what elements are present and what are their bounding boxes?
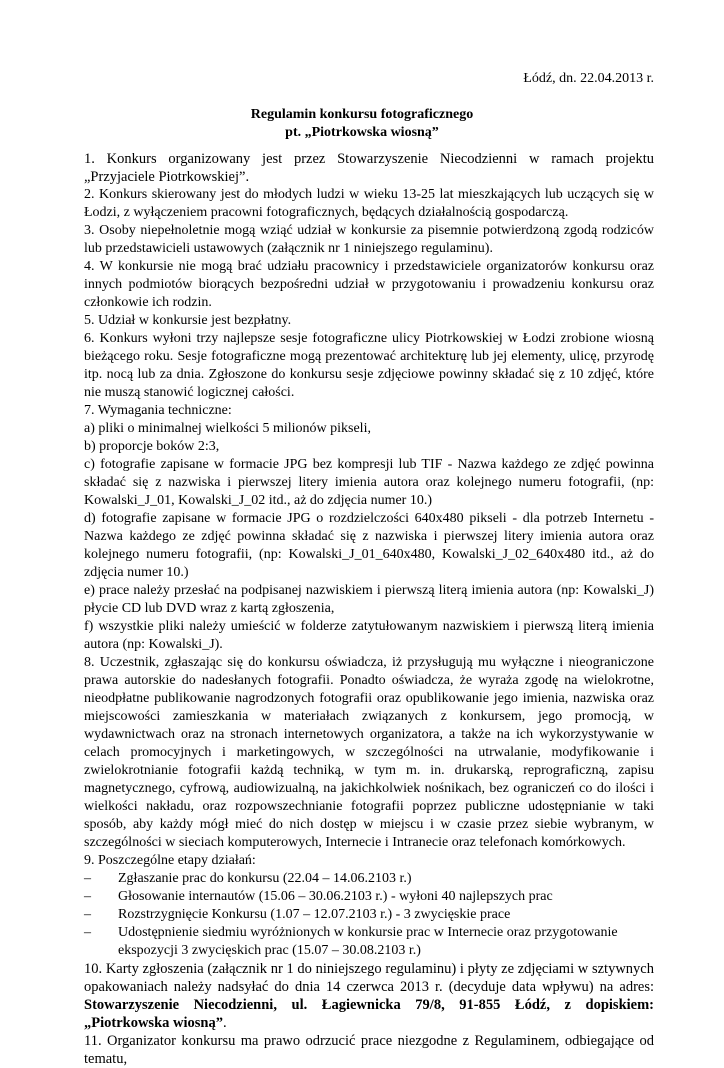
point-7-e: e) prace należy przesłać na podpisanej nazwiskiem i pierwszą literą imienia autora (np: Kowalski_J) płycie CD lub DVD wraz z kartą zgłoszenia,	[84, 583, 654, 616]
title-line-2: pt. „Piotrkowska wiosną”	[285, 125, 439, 140]
point-3: 3. Osoby niepełnoletnie mogą wziąć udział w konkursie za pisemnie potwierdzoną zgodą rodziców lub przedstawicieli ustawowych (załącznik nr 1 niniejszego regulaminu).	[84, 223, 654, 256]
point-7-c: c) fotografie zapisane w formacie JPG bez kompresji lub TIF - Nazwa każdego ze zdjęć powinna składać się z nazwiska i pierwszej litery imienia autora oraz kolejnego numeru fotografii, (np: Kowalski_J_01, Kowalski_J_02 itd., aż do zdjęcia numer 10.)	[84, 457, 654, 508]
point-7-intro: 7. Wymagania techniczne:	[84, 403, 232, 418]
point-7-f: f) wszystkie pliki należy umieścić w folderze zatytułowanym nazwiskiem i pierwszą literą imienia autora (np: Kowalski_J).	[84, 619, 654, 652]
dash-bullet: –	[84, 889, 91, 904]
point-2: 2. Konkurs skierowany jest do młodych ludzi w wieku 13-25 lat mieszkających lub uczących się w Łodzi, z wyłączeniem pracowni fotograficznych, będących działalnością gospodarczą.	[84, 187, 654, 220]
stage-item-text: Rozstrzygnięcie Konkursu (1.07 – 12.07.2103 r.) - 3 zwycięskie prace	[118, 907, 511, 922]
stage-item	[84, 906, 654, 924]
point-10-end: .	[222, 1015, 227, 1031]
point-1: 1. Konkurs organizowany jest przez Stowarzyszenie Niecodzienni w ramach projektu „Przyjaciele Piotrkowskiej”.	[84, 151, 654, 185]
point-4: 4. W konkursie nie mogą brać udziału pracownicy i przedstawiciele organizatorów konkursu oraz innych podmiotów biorących bezpośredni udział w przygotowaniu i prowadzeniu konkursu oraz członkowie ich rodzin.	[84, 259, 654, 310]
point-10	[84, 960, 654, 1032]
stage-item-text: Udostępnienie siedmiu wyróżnionych w konkursie prac w Internecie oraz przygotowanie ekspozycji 3 zwycięskich prac (15.07 – 30.08.2103 r.)	[118, 925, 618, 958]
point-7-b: b) proporcje boków 2:3,	[84, 439, 220, 454]
stage-item-text: Zgłaszanie prac do konkursu (22.04 – 14.06.2103 r.)	[118, 871, 412, 886]
stage-item	[84, 888, 654, 906]
regulations-body	[84, 150, 654, 1068]
dash-bullet: –	[84, 871, 91, 886]
point-7-a: a) pliki o minimalnej wielkości 5 milionów pikseli,	[84, 421, 371, 436]
point-11: 11. Organizator konkursu ma prawo odrzucić prace niezgodne z Regulaminem, odbiegające od tematu,	[84, 1033, 654, 1067]
point-6: 6. Konkurs wyłoni trzy najlepsze sesje fotograficzne ulicy Piotrkowskiej w Łodzi zrobione wiosną bieżącego roku. Sesje fotograficzne mogą prezentować architekturę lub jej elementy, ulicę, przyrodę itp. nocą lub za dnia. Zgłoszone do konkursu sesje zdjęciowe powinny składać się z 10 zdjęć, które nie muszą stanowić logicznej całości.	[84, 331, 654, 400]
title-line-1: Regulamin konkursu fotograficznego	[250, 107, 474, 122]
document-date: Łódź, dn. 22.04.2013 r.	[523, 71, 654, 86]
document-title	[0, 106, 724, 142]
point-5: 5. Udział w konkursie jest bezpłatny.	[84, 313, 292, 328]
dash-bullet: –	[84, 907, 91, 922]
point-8: 8. Uczestnik, zgłaszając się do konkursu oświadcza, iż przysługują mu wyłączne i nieograniczone prawa autorskie do nadesłanych fotografii. Ponadto oświadcza, że wyraża zgodę na wielokrotne, nieodpłatne publikowanie nagrodzonych fotografii oraz opublikowanie jego imienia, nazwiska oraz miejscowości zamieszkania w materiałach związanych z konkursem, jego promocją, w wydawnictwach oraz na stronach internetowych organizatora, a także na ich wykorzystywanie w celach promocyjnych i marketingowych, w szczególności na utrwalanie, modyfikowanie i zwielokrotnianie fotografii każdą techniką, w tym m. in. drukarską, reprograficzną, zapisu magnetycznego, cyfrową, audiowizualną, na jakichkolwiek nośnikach, bez ograniczeń co do ilości i wielkości nakładu, oraz rozpowszechnianie fotografii poprzez publiczne udostępnianie w taki sposób, aby każdy mógł mieć do nich dostęp w miejscu i w czasie przez siebie wybranym, w szczególności w sieciach komputerowych, Internecie i Intranecie oraz telefonach komórkowych.	[84, 655, 654, 850]
point-10-text: 10. Karty zgłoszenia (załącznik nr 1 do niniejszego regulaminu) i płyty ze zdjęciami w sztywnych opakowaniach należy nadsyłać do dnia 14 czerwca 2013 r. (decyduje data wpływu) na adres:	[84, 961, 654, 995]
stage-item	[84, 924, 654, 960]
dash-bullet: –	[84, 925, 91, 940]
point-7-d: d) fotografie zapisane w formacie JPG o rozdzielczości 640x480 pikseli - dla potrzeb Internetu - Nazwa każdego ze zdjęć powinna składać się z nazwiska i pierwszej litery imienia autora oraz kolejnego numeru fotografii, (np: Kowalski_J_01_640x480, Kowalski_J_02_640x480 itd., aż do zdjęcia numer 10.)	[84, 511, 654, 580]
mailing-address: Stowarzyszenie Niecodzienni, ul. Łagiewnicka 79/8, 91-855 Łódź, z dopiskiem: „Piotrkowska wiosną”	[84, 997, 654, 1031]
point-9-stages-list	[84, 870, 654, 960]
stage-item-text: Głosowanie internautów (15.06 – 30.06.2103 r.) - wyłoni 40 najlepszych prac	[118, 889, 553, 904]
point-9-intro: 9. Poszczególne etapy działań:	[84, 853, 256, 868]
stage-item	[84, 870, 654, 888]
